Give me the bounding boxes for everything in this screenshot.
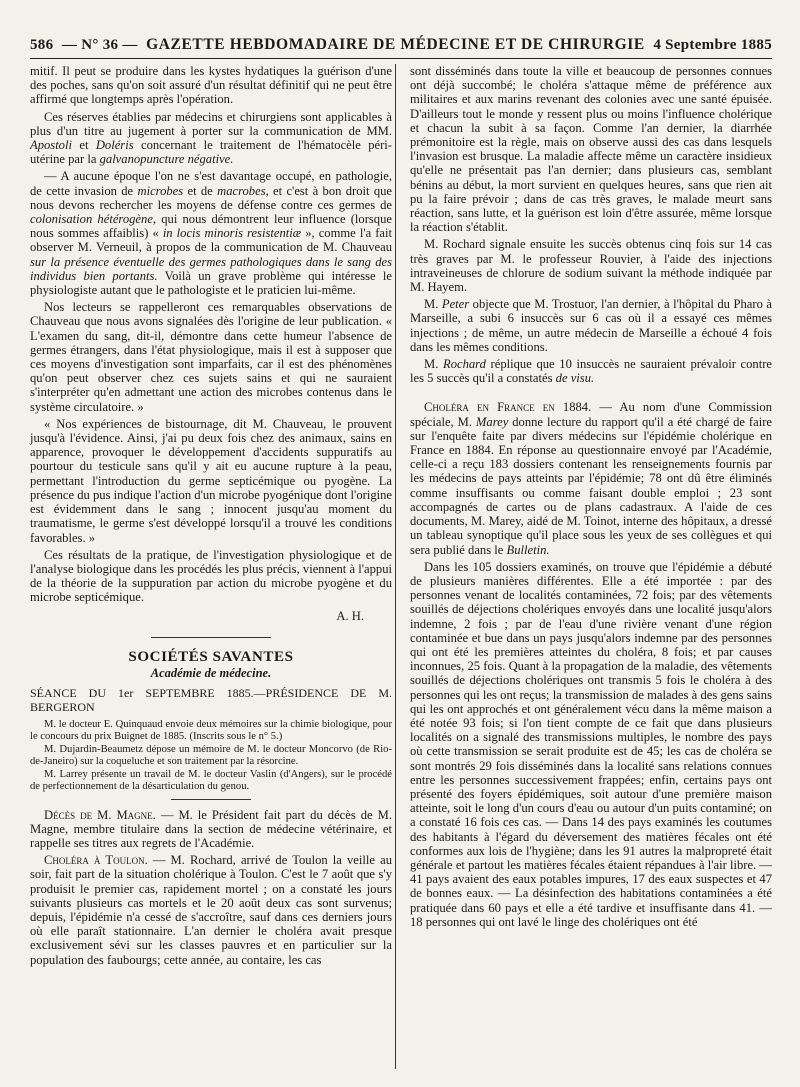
- correspondence-note: M. Dujardin-Beaumetz dépose un mémoire de M. le docteur Moncorvo (de Rio-de-Janeiro) sur la coqueluche et son traitement par la résorcine.: [30, 743, 392, 767]
- correspondence-note: M. le docteur E. Quinquaud envoie deux mémoires sur la chimie biologique, pour le concours du prix Buignet de 1885. (Inscrits sous le n° 5.): [30, 718, 392, 742]
- spacer: [410, 388, 772, 400]
- section-subtitle: Académie de médecine.: [150, 665, 272, 680]
- issue-number: — N° 36 —: [61, 37, 138, 53]
- session-heading: SÉANCE DU 1er SEPTEMBRE 1885.—PRÉSIDENCE DE M. BERGERON: [30, 686, 392, 715]
- journal-title: GAZETTE HEBDOMADAIRE DE MÉDECINE ET DE CHIRURGIE: [146, 36, 645, 53]
- issue-date: 4 Septembre 1885: [653, 37, 772, 53]
- correspondence-note: M. Larrey présente un travail de M. le docteur Vaslin (d'Angers), sur le procédé de perfectionnement de la désarticulation du genou.: [30, 768, 392, 792]
- left-column: [30, 64, 392, 970]
- paragraph: mitif. Il peut se produire dans les kystes hydatiques la guérison d'une des poches, sans qu'on soit assuré d'un résultat définitif qui ne peut être affirmé que longtemps après l'opération.: [30, 64, 392, 107]
- divider: [171, 799, 251, 800]
- paragraph: Choléra en France en 1884. — Au nom d'une Commission spéciale, M. Marey donne lecture du rapport qu'il a été chargé de faire sur l'enquête faite par divers médecins sur l'épidémie cholérique en France en 1884. En réponse au questionnaire envoyé par l'Académie, celle-ci a reçu 183 dossiers contenant les renseignements fournis par les médecins de pays atteints par l'épidémie; 78 ont dû être éliminés comme insuffisants ou comme faisant double emploi ; 23 sont accompagnés de cartes ou de plans cadastraux. A l'aide de ces documents, M. Marey, aidé de M. Toinot, interne des hôpitaux, a dressé un tableau synoptique qu'il place sous les yeux de ses collègues et qui sera publié dans le Bulletin.: [410, 400, 772, 557]
- author-signature: A. H.: [336, 608, 364, 623]
- paragraph: M. Rochard réplique que 10 insuccès ne sauraient prévaloir contre les 5 succès qu'il a constatés de visu.: [410, 357, 773, 386]
- paragraph: Nos lecteurs se rappelleront ces remarquables observations de Chauveau que nous avons signalées dès l'origine de leur publication. « L'examen du sang, dit-il, démontre dans cette humeur l'absence de germes étrangers, dans l'état physiologique, mais il est à supposer que ces moyens d'investigation sont imparfaits, car il est des phénomènes qu'on peut observer chez ces sujets sains et qui ne sauraient s'interpréter qu'en admettant une action des microbes contenus dans le système circulatoire. »: [30, 300, 392, 414]
- paragraph: Décès de M. Magne. — M. le Président fait part du décès de M. Magne, membre titulaire dans la section de médecine vétérinaire, et rappelle ses titres aux regrets de l'Académie.: [30, 807, 392, 850]
- header-rule: [30, 58, 772, 59]
- paragraph: sont disséminés dans toute la ville et beaucoup de personnes connues ont déjà succombé; le choléra s'attaque même de préférence aux militaires et aux marins revenant des colonies avec une santé épuisée. D'ailleurs tout le monde y ressent plus ou moins l'influence cholérique et chacun la subit à sa façon. Comme l'an dernier, la diarrhée prémonitoire est la règle, mais on observe aussi des cas dans lesquels l'invasion est brusque. La maladie affecte même un caractère insidieux qu'elle ne présentait pas l'an dernier; dans plusieurs cas, semblant bénins au début, la mort survient en quelques heures, sans que rien ait pu la faire prévoir ; dans de cas très graves, le malade meurt sans réaction, sans lutte, et la guérison est loin d'être assurée, même lorsque la réaction s'établit.: [410, 64, 772, 235]
- paragraph: Ces réserves établies par médecins et chirurgiens sont applicables à plus d'un titre au jugement à porter sur la communication de MM. Apostoli et Doléris concernant le traitement de l'hématocèle péri-utérine par la galvanopuncture négative.: [30, 109, 392, 167]
- paragraph: Choléra à Toulon. — M. Rochard, arrivé de Toulon la veille au soir, fait part de la situation cholérique à Toulon. C'est le 7 août que s'y produisit le premier cas, rapidement mortel ; on a constaté les jours suivants plusieurs cas mortels et le 20 août deux cas sont survenus; depuis, l'épidémie n'a cessé de s'accroître, sauf dans ces derniers jours où elle paraît stationnaire. L'an dernier le choléra avait presque exclusivement sévi sur les classes pauvres et en particulier sur la population des faubourgs; cette année, au contaire, les cas: [30, 853, 392, 967]
- section-divider: [151, 637, 271, 638]
- page-number: 586: [30, 37, 54, 53]
- paragraph: — A aucune époque l'on ne s'est davantage occupé, en pathologie, de cette invasion de microbes et de macrobes, et c'est à bon droit que nous devons rechercher les moyens de défense contre ces germes de colonisation hétérogène, qui nous démontrent leur influence (lorsque nous sommes affaiblis) « in locis minoris resistentiæ », comme l'a fait observer M. Verneuil, à propos de la communication de M. Chauveau sur la présence éventuelle des germes pathologiques dans le sang des individus bien portants. Voilà un grave problème qui intéresse le physiologiste autant que le pathologiste et le praticien lui-même.: [30, 169, 393, 298]
- paragraph: Dans les 105 dossiers examinés, on trouve que l'épidémie a débuté de plusieurs manières différentes. Elle a été importée : par des personnes venant de localités contaminées, 72 fois; par des vêtements souillés de déjections cholériques envoyés dans une localité jusqu'alors indemne, 2 fois ; par de l'eau d'une rivière venant d'une région contaminée et bue dans un pays jusqu'alors indemne par des personnes qui ont été les premières atteintes du choléra, 8 fois; et par causes inconnues, 25 fois. Quant à la propagation de la maladie, des vêtements souillés de déjections cholériques ont transmis 5 fois le choléra à des personnes qui les ont reçus; la transmission de malades à des gens sains qui les ont approchés et ont généralement vécu dans la même maison a été notée 93 fois; si l'on tient compte de ce fait que dans plusieurs localités on a signalé des transmissions multiples, le nombre des pays où cette transmission se serait produite est de 45; les cas de choléra se sont montrés 29 fois disséminés dans la localité sans relations connues entre les personnes successivement frappées; enfin, certains pays ont présenté des foyers épidémiques, soit autour d'une première maison atteinte, soit le long d'un cours d'eau ou autour d'un puits contaminé; on a constaté 16 fois ces cas. — Dans 14 des pays examinés les coutumes des habitants à l'égard du déversement des matières fécales ont été conformes aux lois de l'hygiène; dans les 91 autres la malpropreté était générale et partout les matières fécales étaient répandues à l'air libre. — 41 pays avaient des eaux potables impures, 17 des eaux suspectes et 47 de bonnes eaux. — La désinfection des habitations contaminées a été pratiquée dans 60 pays et elle a été tardive et insuffisante dans 41. — 18 personnes qui ont lavé le linge des cholériques ont été: [410, 559, 772, 929]
- paragraph: Ces résultats de la pratique, de l'investigation physiologique et de l'analyse biologique dans les procédés les plus précis, viennent à l'appui de la théorie de la suppuration par action du microbe pyogène et du microbe septicémique.: [30, 547, 392, 605]
- paragraph: M. Peter objecte que M. Trostuor, l'an dernier, à l'hôpital du Pharo à Marseille, a subi 6 insuccès sur 6 cas où il a essayé ces mêmes injections ; de même, un autre médecin de Marseille a échoué 4 fois dans les mêmes conditions.: [410, 297, 772, 354]
- paragraph: M. Rochard signale ensuite les succès obtenus cinq fois sur 14 cas très graves par M. le professeur Rouvier, à l'aide des injections intraveineuses de chlorure de sodium suivant la méthode indiquée par M. Hayem.: [410, 237, 772, 295]
- page-header: [30, 36, 772, 54]
- column-divider: [395, 64, 396, 1069]
- section-title: SOCIÉTÉS SAVANTES: [128, 648, 294, 665]
- paragraph: « Nos expériences de bistournage, dit M. Chauveau, le prouvent jusqu'à l'évidence. Ainsi, j'ai pu deux fois chez des animaux, sains en apparence, provoquer le développement d'accidents suppuratifs au pourtour du testicule sans qu'il y ait eu aucune rupture à la peau, permettant l'introduction du germe septicémique ou pyogène. La présence du pus indique l'action d'un microbe pyogénique dont l'origine est évidemment dans le sang ; innocent jusqu'au moment du traumatisme, le germe s'est développé lorsqu'il a trouvé les conditions favorables. »: [30, 416, 392, 545]
- right-column: [410, 64, 772, 932]
